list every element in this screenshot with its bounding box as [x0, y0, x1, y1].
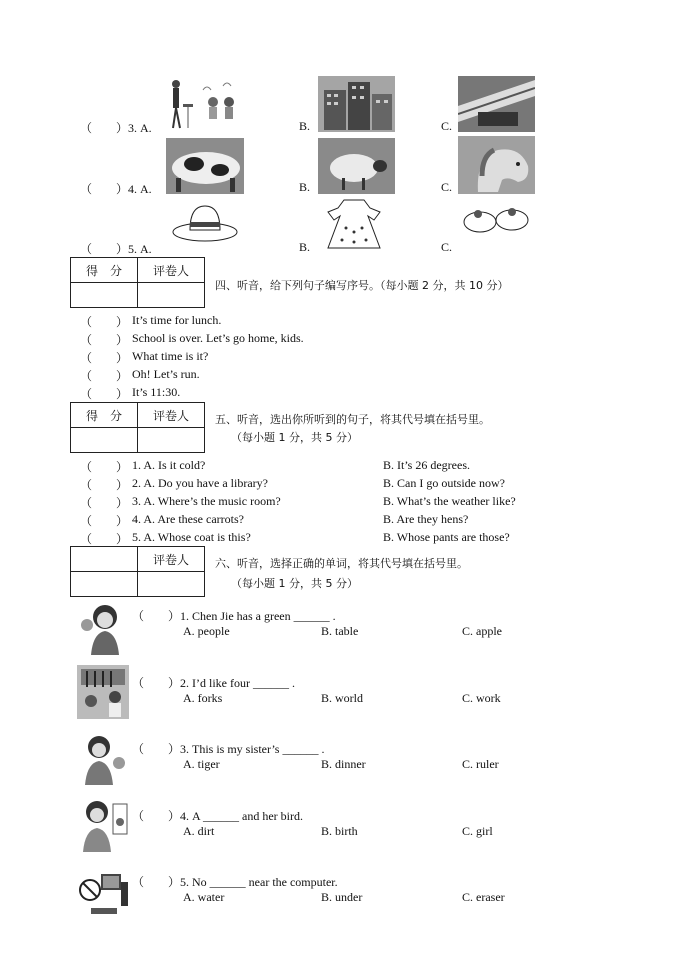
- grader-cell[interactable]: [138, 428, 205, 453]
- part6-option-b-3: B. dinner: [321, 757, 366, 771]
- part4-paren-3[interactable]: （ ）: [80, 351, 129, 365]
- part5-paren-4[interactable]: （ ）: [80, 514, 129, 528]
- part4-paren-4[interactable]: （ ）: [80, 369, 129, 383]
- part4-paren-1[interactable]: （ ）: [80, 315, 129, 329]
- part5-paren-2[interactable]: （ ）: [80, 478, 129, 492]
- score-cell[interactable]: [71, 572, 138, 597]
- score-table-part5: [70, 402, 205, 453]
- dress-picture: [320, 198, 388, 250]
- part5-option-b-3: B. What’s the weather like?: [383, 494, 516, 508]
- part5-option-b-2: B. Can I go outside now?: [383, 476, 505, 490]
- part6-question-3: （ ）3. This is my sister’s ______ .: [132, 742, 325, 756]
- library-building-picture: [318, 76, 395, 132]
- part4-paren-2[interactable]: （ ）: [80, 333, 129, 347]
- shoes-picture: [460, 200, 534, 240]
- horse-picture: [458, 136, 535, 194]
- part6-title: 六、听音，选择正确的单词，将其代号填在括号里。: [215, 557, 468, 570]
- q4-option-c-label: C.: [441, 180, 453, 194]
- grader-cell[interactable]: [138, 283, 205, 308]
- part6-option-a-3: A. tiger: [183, 757, 220, 771]
- sheep-picture: [318, 138, 395, 194]
- part6-option-c-4: C. girl: [462, 824, 493, 838]
- part5-option-a-3: 3. A. Where’s the music room?: [132, 494, 281, 508]
- part5-paren-5[interactable]: （ ）: [80, 532, 129, 546]
- part6-option-c-1: C. apple: [462, 624, 502, 638]
- cow-picture: [166, 138, 244, 194]
- part6-option-b-4: B. birth: [321, 824, 358, 838]
- playground-track-picture: [458, 76, 535, 132]
- part5-option-a-1: 1. A. Is it cold?: [132, 458, 206, 472]
- part5-paren-1[interactable]: （ ）: [80, 460, 129, 474]
- part6-question-5: （ ）5. No ______ near the computer.: [132, 875, 338, 889]
- part5-option-a-2: 2. A. Do you have a library?: [132, 476, 268, 490]
- hat-picture: [170, 200, 240, 244]
- part6-option-b-2: B. world: [321, 691, 363, 705]
- part4-paren-5[interactable]: （ ）: [80, 387, 129, 401]
- grader-header: 评卷人: [138, 258, 205, 283]
- score-header: 得 分: [71, 258, 138, 283]
- q4-number: （ ）4. A.: [80, 182, 152, 196]
- q5-option-c-label: C.: [441, 240, 453, 254]
- part6-subtitle: （每小题 1 分，共 5 分）: [231, 577, 358, 590]
- q3-number: （ ）3. A.: [80, 121, 152, 135]
- score-header-empty: [71, 547, 138, 572]
- grader-header: 评卷人: [138, 403, 205, 428]
- score-header: 得 分: [71, 403, 138, 428]
- no-water-computer-picture: [77, 868, 129, 918]
- kitchen-forks-picture: [77, 665, 129, 719]
- part6-option-c-3: C. ruler: [462, 757, 499, 771]
- q4-option-b-label: B.: [299, 180, 311, 194]
- part6-option-a-2: A. forks: [183, 691, 223, 705]
- score-cell[interactable]: [71, 428, 138, 453]
- part4-sentence-4: Oh! Let’s run.: [132, 367, 200, 381]
- part5-paren-3[interactable]: （ ）: [80, 496, 129, 510]
- part5-option-a-4: 4. A. Are these carrots?: [132, 512, 244, 526]
- part5-title: 五、听音，选出你所听到的句子，将其代号填在括号里。: [215, 413, 490, 426]
- grader-header: 评卷人: [138, 547, 205, 572]
- part4-sentence-5: It’s 11:30.: [132, 385, 181, 399]
- part6-option-b-5: B. under: [321, 890, 363, 904]
- score-table-part6: [70, 546, 205, 597]
- girl-with-bird-picture: [77, 798, 129, 852]
- part6-option-c-2: C. work: [462, 691, 501, 705]
- grader-cell[interactable]: [138, 572, 205, 597]
- score-cell[interactable]: [71, 283, 138, 308]
- q3-option-c-label: C.: [441, 119, 453, 133]
- part5-subtitle: （每小题 1 分，共 5 分）: [231, 431, 358, 444]
- part6-option-a-5: A. water: [183, 890, 225, 904]
- part5-option-b-1: B. It’s 26 degrees.: [383, 458, 470, 472]
- part4-sentence-3: What time is it?: [132, 349, 209, 363]
- part6-option-c-5: C. eraser: [462, 890, 505, 904]
- part6-option-b-1: B. table: [321, 624, 359, 638]
- part4-sentence-2: School is over. Let’s go home, kids.: [132, 331, 304, 345]
- part5-option-b-5: B. Whose pants are those?: [383, 530, 510, 544]
- part5-option-a-5: 5. A. Whose coat is this?: [132, 530, 251, 544]
- part4-sentence-1: It’s time for lunch.: [132, 313, 222, 327]
- part6-option-a-4: A. dirt: [183, 824, 215, 838]
- part6-question-4: （ ）4. A ______ and her bird.: [132, 809, 303, 823]
- girl-with-ruler-picture: [77, 733, 129, 785]
- score-table-part4: [70, 257, 205, 308]
- q5-number: （ ）5. A.: [80, 242, 152, 256]
- part6-question-2: （ ）2. I’d like four ______ .: [132, 676, 295, 690]
- music-class-picture: [163, 76, 243, 132]
- part5-option-b-4: B. Are they hens?: [383, 512, 469, 526]
- part6-option-a-1: A. people: [183, 624, 230, 638]
- part6-question-1: （ ）1. Chen Jie has a green ______ .: [132, 609, 336, 623]
- q5-option-b-label: B.: [299, 240, 311, 254]
- part4-title: 四、听音，给下列句子编写序号。（每小题 2 分，共 10 分）: [215, 279, 509, 292]
- q3-option-b-label: B.: [299, 119, 311, 133]
- girl-with-apple-picture: [77, 601, 129, 655]
